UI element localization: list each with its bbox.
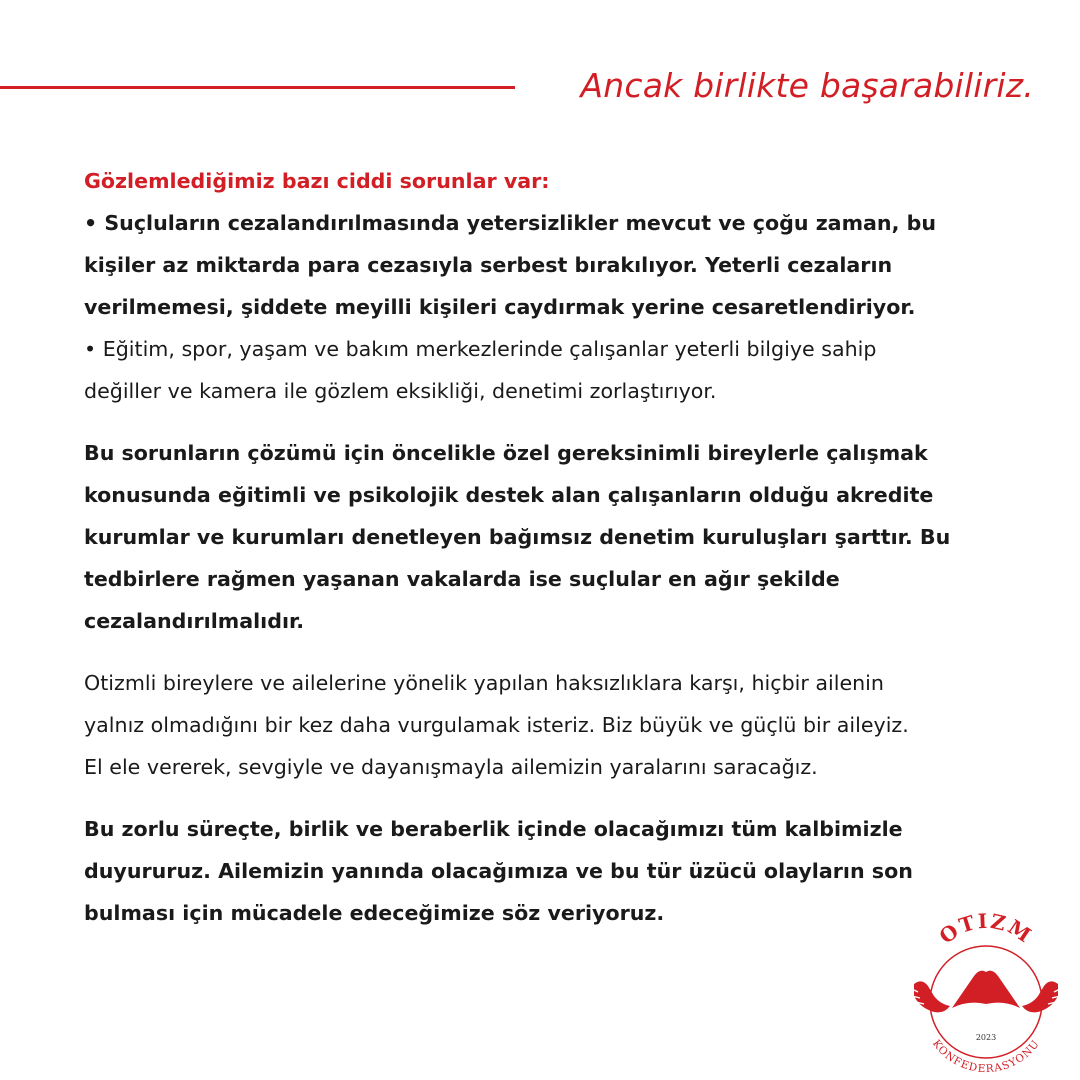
solution-line-5: cezalandırılmalıdır. <box>84 609 305 633</box>
bullet-1-line-3: verilmemesi, şiddete meyilli kişileri caydırmak yerine cesaretlendiriyor. <box>84 295 916 319</box>
bullet-1-line-1: • Suçluların cezalandırılmasında yetersizlikler mevcut ve çoğu zaman, bu <box>84 211 936 235</box>
solution-line-4: tedbirlere rağmen yaşanan vakalarda ise suçlular en ağır şekilde <box>84 567 840 591</box>
problems-heading: Gözlemlediğimiz bazı ciddi sorunlar var: <box>84 169 550 193</box>
statement-body <box>84 160 1014 954</box>
solidarity-line-3: El ele vererek, sevgiyle ve dayanışmayla ailemizin yaralarını saracağız. <box>84 755 818 779</box>
bullet-2-line-1: • Eğitim, spor, yaşam ve bakım merkezlerinde çalışanlar yeterli bilgiye sahip <box>84 337 877 361</box>
logo-year: 2023 <box>975 1033 997 1042</box>
logo-top-text: OTİZM <box>934 912 1037 949</box>
bullet-1-line-2: kişiler az miktarda para cezasıyla serbest bırakılıyor. Yeterli cezaların <box>84 253 893 277</box>
header-divider-line <box>0 86 515 89</box>
bullet-2-line-2: değiller ve kamera ile gözlem eksikliği, denetimi zorlaştırıyor. <box>84 379 717 403</box>
solidarity-line-1: Otizmli bireylere ve ailelerine yönelik yapılan haksızlıklara karşı, hiçbir ailenin <box>84 671 884 695</box>
promise-line-1: Bu zorlu süreçte, birlik ve beraberlik içinde olacağımızı tüm kalbimizle <box>84 817 903 841</box>
logo-graphic <box>904 912 1068 1076</box>
tagline: Ancak birlikte başarabiliriz. <box>580 66 1034 105</box>
solution-line-2: konusunda eğitimli ve psikolojik destek alan çalışanların olduğu akredite <box>84 483 934 507</box>
promise-line-3: bulması için mücadele edeceğimize söz veriyoruz. <box>84 901 665 925</box>
solidarity-paragraph <box>84 662 1014 788</box>
problems-section <box>84 160 1014 412</box>
promise-line-2: duyururuz. Ailemizin yanında olacağımıza ve bu tür üzücü olayların son <box>84 859 913 883</box>
puzzle-mountain-icon <box>952 971 1020 1008</box>
promise-paragraph <box>84 808 1014 934</box>
otizm-konfederasyonu-logo <box>904 912 1068 1076</box>
solution-line-1: Bu sorunların çözümü için öncelikle özel gereksinimli bireylerle çalışmak <box>84 441 928 465</box>
solution-line-3: kurumlar ve kurumları denetleyen bağımsız denetim kuruluşları şarttır. Bu <box>84 525 951 549</box>
solution-paragraph <box>84 432 1014 642</box>
logo-bottom-text: KONFEDERASYONU <box>929 1037 1043 1076</box>
solidarity-line-2: yalnız olmadığını bir kez daha vurgulamak isteriz. Biz büyük ve güçlü bir aileyiz. <box>84 713 909 737</box>
